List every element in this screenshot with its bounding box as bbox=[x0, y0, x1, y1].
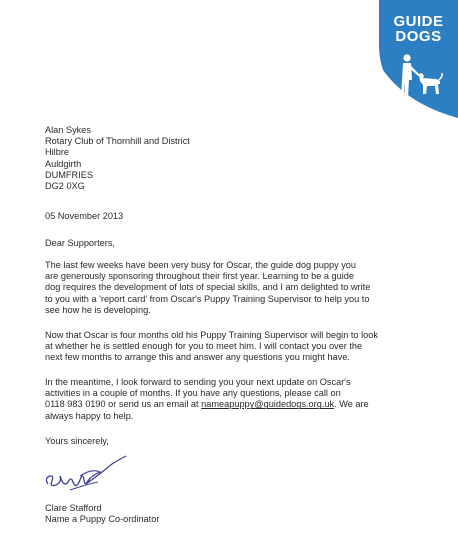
paragraph-line-with-email bbox=[45, 399, 440, 410]
paragraph-line: In the meantime, I look forward to sending you your next update on Oscar's bbox=[45, 377, 351, 387]
paragraph-line: activities in a couple of months. If you have any questions, please call on bbox=[45, 388, 341, 399]
paragraph-1 bbox=[45, 260, 440, 316]
email-link[interactable]: nameapuppy@guidedogs.org.uk bbox=[201, 399, 335, 410]
paragraph-3 bbox=[45, 377, 440, 422]
handwritten-signature bbox=[40, 454, 130, 496]
paragraph-line: dog requires the development of lots of special skills, and I am delighted to write bbox=[45, 282, 371, 293]
address-line: DUMFRIES bbox=[45, 169, 93, 180]
paragraph-line: Now that Oscar is four months old his Puppy Training Supervisor will begin to look bbox=[45, 330, 378, 340]
signer-title: Name a Puppy Co-ordinator bbox=[45, 514, 160, 524]
paragraph-line: see how he is developing. bbox=[45, 304, 151, 315]
address-line: Auldgirth bbox=[45, 158, 82, 169]
guide-dogs-logo bbox=[379, 0, 458, 118]
paragraph-line: next few months to arrange this and answer any questions you might have. bbox=[45, 352, 350, 363]
paragraph-line: The last few weeks have been very busy for Oscar, the guide dog puppy you bbox=[45, 260, 357, 270]
person-with-guide-dog-icon bbox=[393, 54, 447, 104]
closing: Yours sincerely, bbox=[45, 436, 109, 446]
signer-name: Clare Stafford bbox=[45, 503, 102, 513]
letter-date: 05 November 2013 bbox=[45, 211, 124, 221]
address-line: DG2 0XG bbox=[45, 181, 85, 192]
phone-text: 0118 983 0190 or send us an email at bbox=[45, 399, 202, 410]
address-line: Alan Sykes bbox=[45, 125, 91, 135]
logo-text-line2: DOGS bbox=[395, 28, 442, 45]
address-line: Hilbre bbox=[45, 147, 69, 158]
paragraph-line: at whether he is settled enough for you to meet him. I will contact you over the bbox=[45, 341, 363, 352]
paragraph-text: . We are bbox=[334, 399, 369, 410]
salutation: Dear Supporters, bbox=[45, 238, 115, 248]
paragraph-line: to you with a 'report card' from Oscar's Puppy Training Supervisor to help you to bbox=[45, 293, 370, 304]
logo-text-line1: GUIDE bbox=[393, 13, 444, 30]
recipient-address bbox=[45, 125, 440, 192]
paragraph-line: are generously sponsoring throughout their first year. Learning to be a guide bbox=[45, 271, 355, 282]
address-line: Rotary Club of Thornhill and District bbox=[45, 136, 190, 147]
paragraph-2 bbox=[45, 330, 440, 364]
paragraph-line: always happy to help. bbox=[45, 410, 134, 421]
